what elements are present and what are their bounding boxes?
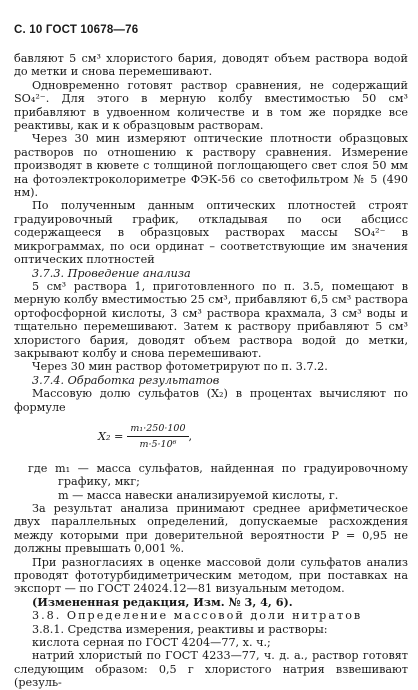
section-3-8-1-heading: 3.8.1. Средства измерения, реактивы и растворы: [32,622,328,636]
formula-tail: , [188,430,193,444]
edit-note: (Измененная редакция, Изм. № 3, 4, 6). [32,594,293,609]
formula-denominator: m·5·10⁶ [139,439,177,451]
paragraph-4: По полученным данным оптических плотностей строят градуировочный график, откладывая по оси абсцисс содержащееся в образцовых растворах массы SO₄²⁻ в микрограммах, по оси ординат – соответствующие им значения оптических плотностей [14,199,408,267]
paragraph-10: кислота серная по ГОСТ 4204—77, х. ч.; [32,636,271,650]
formula-lhs: X₂ = [98,430,124,444]
paragraph-8: За результат анализа принимают среднее арифметическое двух параллельных определений, допускаемые расхождения между которыми при доверительной вероятности P = 0,95 не должны превышать 0,001 %. [14,502,408,556]
paragraph-2: Одновременно готовят раствор сравнения, не содержащий SO₄²⁻. Для этого в мерную колбу вместимостью 50 см³ прибавляют в удвоенном количестве и в том же порядке все реактивы, как и к образцовым растворам. [14,78,408,133]
page-header: С. 10 ГОСТ 10678—76 [14,24,139,36]
paragraph-11: натрий хлористый по ГОСТ 4233—77, ч. д. а., раствор готовят следующим образом: 0,5 г хлористого натрия взвешивают (резуль- [14,649,408,690]
paragraph-3: Через 30 мин измеряют оптические плотности образцовых растворов по отношению к раствору сравнения. Измерение производят в кювете с толщиной поглощающего свет слоя 50 мм на фотоэлектроколориметре ФЭК-56 со светофильтром № 5 (490 нм). [14,132,408,200]
paragraph-1: бавляют 5 см³ хлористого бария, доводят объем раствора водой до метки и снова перемешивают. [14,52,408,79]
paragraph-6: Через 30 мин раствор фотометрируют по п. 3.7.2. [32,360,328,374]
sulfate-formula [98,422,408,452]
document-body [14,52,408,690]
paragraph-5: 5 см³ раствора 1, приготовленного по п. 3.5, помещают в мерную колбу вместимостью 25 см³, прибавляют 6,5 см³ раствора ортофосфорной кислоты, 3 см³ раствора крахмала, 3 см³ воды и тщательно перемешивают. Затем к раствору прибавляют 5 см³ хлористого бария, доводят объем раствора водой до метки, закрывают колбу и снова перемешивают. [14,279,408,360]
section-3-8-heading: 3.8. Определение массовой доли нитратов [32,609,363,623]
paragraph-7: Массовую долю сульфатов (X₂) в процентах вычисляют по формуле [14,387,408,414]
formula-fraction [127,422,188,452]
formula-numerator: m₁·250·100 [127,422,188,437]
section-3-7-4-heading: 3.7.4. Обработка результатов [32,373,220,387]
definition-m1: где m₁ — масса сульфатов, найденная по градуировочному графику, мкг; [28,461,408,489]
section-3-7-3-heading: 3.7.3. Проведение анализа [32,266,191,280]
paragraph-9: При разногласиях в оценке массовой доли сульфатов анализ проводят фототурбидиметрическим методом, при поставках на экспорт — по ГОСТ 24024.12—81 визуальным методом. [14,555,408,596]
definition-m: m — масса навески анализируемой кислоты, г. [58,488,339,502]
